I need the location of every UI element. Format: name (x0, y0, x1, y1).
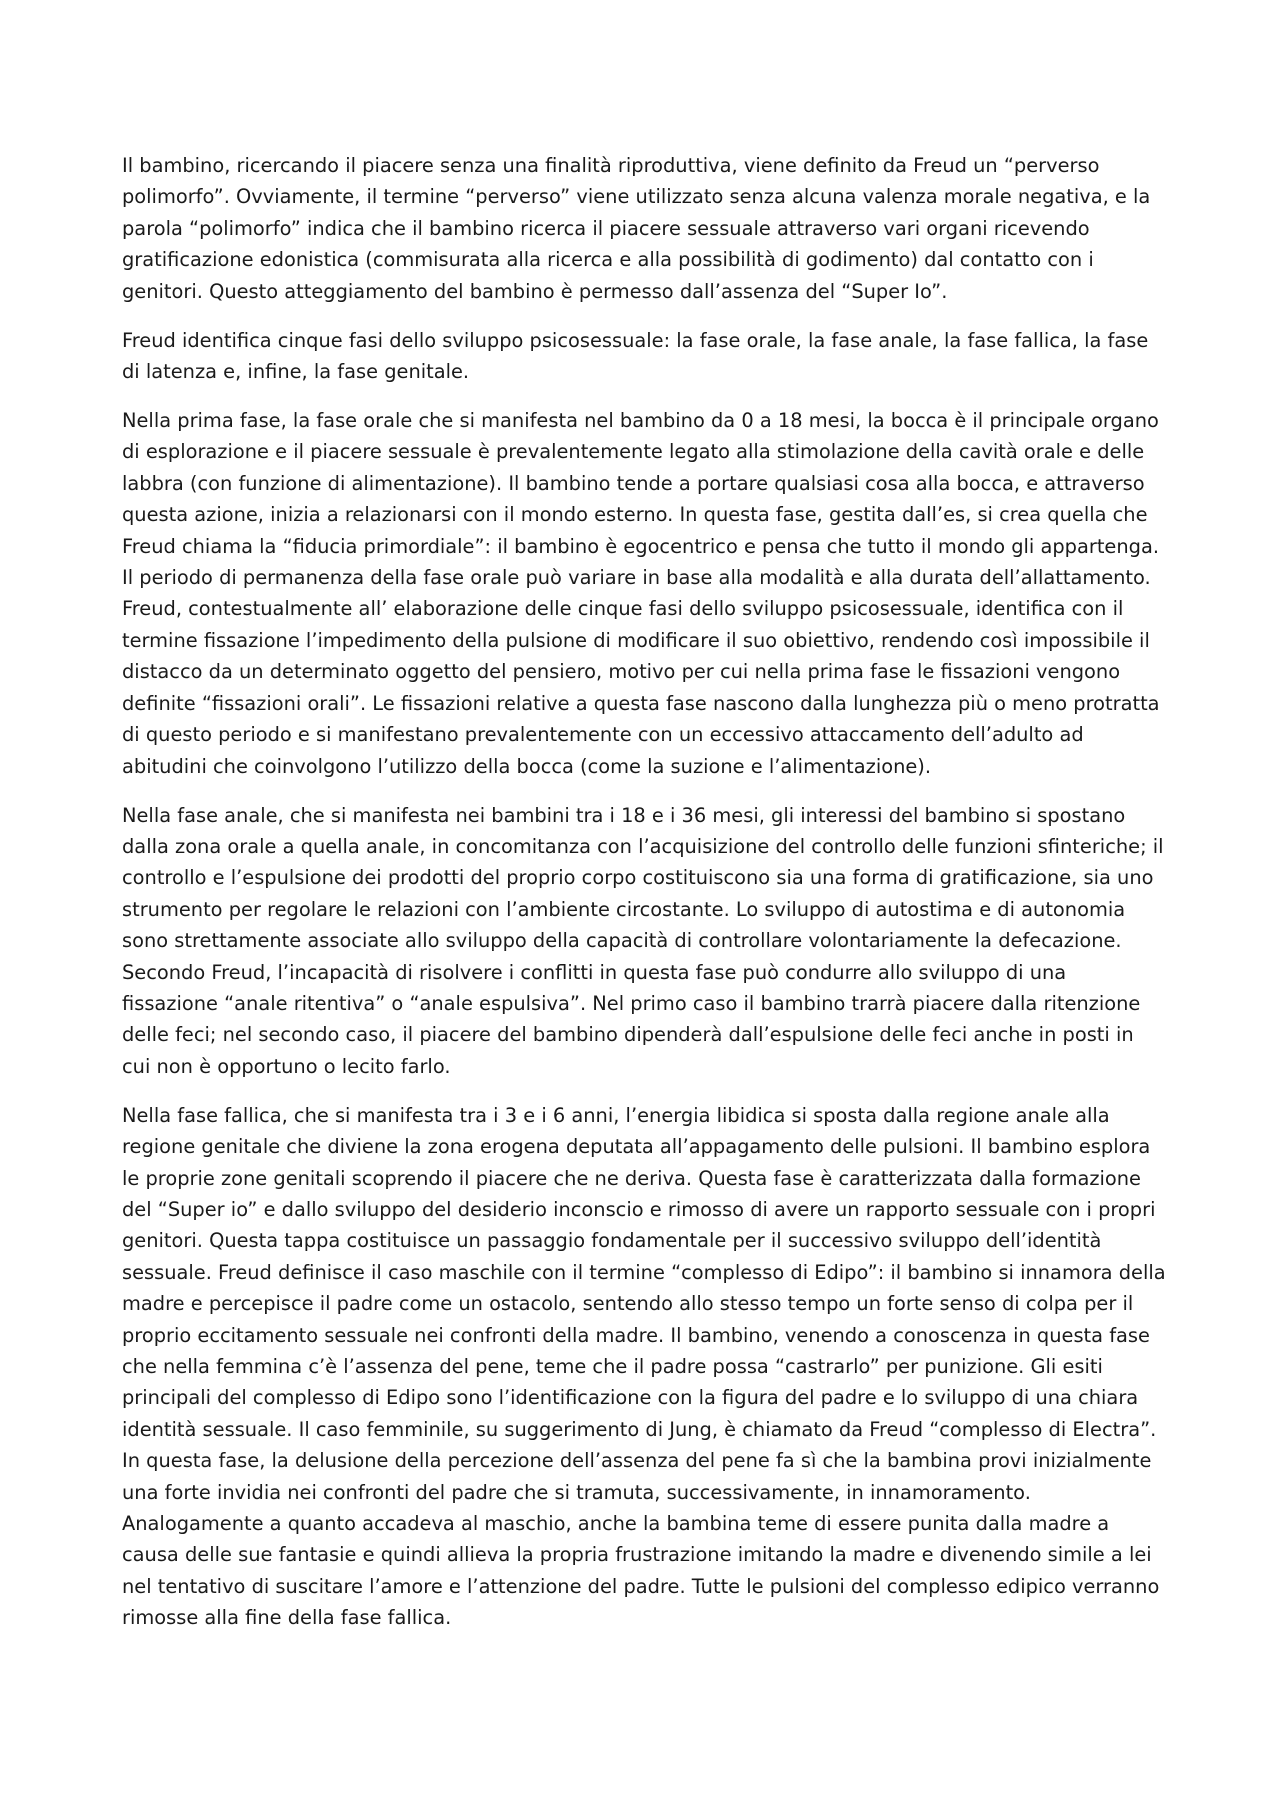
paragraph-cinque-fasi: Freud identifica cinque fasi dello sviluppo psicosessuale: la fase orale, la fase anale, la fase fallica, la fase di latenza e, infine, la fase genitale. (122, 328, 1149, 384)
paragraph-perverso-polimorfo: Il bambino, ricercando il piacere senza una finalità riproduttiva, viene definito da Freud un “perverso polimorfo”. Ovviamente, il termine “perverso” viene utilizzato senza alcuna valenza morale negativa, e la parola “polimorfo” indica che il bambino ricerca il piacere sessuale attraverso vari organi ricevendo gratificazione edonistica (commisurata alla ricerca e alla possibilità di godimento) dal contatto con i genitori. Questo atteggiamento del bambino è permesso dall’assenza del “Super Io”. (122, 154, 1151, 303)
paragraph-fase-anale: Nella fase anale, che si manifesta nei bambini tra i 18 e i 36 mesi, gli interessi del bambino si spostano dalla zona orale a quella anale, in concomitanza con l’acquisizione del controllo delle funzioni sfinteriche; il controllo e l’espulsione dei prodotti del proprio corpo costituiscono sia una forma di gratificazione, sia uno strumento per regolare le relazioni con l’ambiente circostante. Lo sviluppo di autostima e di autonomia sono strettamente associate allo sviluppo della capacità di controllare volontariamente la defecazione. Secondo Freud, l’incapacità di risolvere i conflitti in questa fase può condurre allo sviluppo di una fissazione “anale ritentiva” o “anale espulsiva”. Nel primo caso il bambino trarrà piacere dalla ritenzione delle feci; nel secondo caso, il piacere del bambino dipenderà dall’espulsione delle feci anche in posti in cui non è opportuno o lecito farlo. (122, 803, 1164, 1078)
paragraph-fase-orale: Nella prima fase, la fase orale che si manifesta nel bambino da 0 a 18 mesi, la bocca è il principale organo di esplorazione e il piacere sessuale è prevalentemente legato alla stimolazione della cavità orale e delle labbra (con funzione di alimentazione). Il bambino tende a portare qualsiasi cosa alla bocca, e attraverso questa azione, inizia a relazionarsi con il mondo esterno. In questa fase, gestita dall’es, si crea quella che Freud chiama la “fiducia primordiale”: il bambino è egocentrico e pensa che tutto il mondo gli appartenga. Il periodo di permanenza della fase orale può variare in base alla modalità e alla durata dell’allattamento. Freud, contestualmente all’ elaborazione delle cinque fasi dello sviluppo psicosessuale, identifica con il termine fissazione l’impedimento della pulsione di modificare il suo obiettivo, rendendo così impossibile il distacco da un determinato oggetto del pensiero, motivo per cui nella prima fase le fissazioni vengono definite “fissazioni orali”. Le fissazioni relative a questa fase nascono dalla lunghezza più o meno protratta di questo periodo e si manifestano prevalentemente con un eccessivo attaccamento dell’adulto ad abitudini che coinvolgono l’utilizzo della bocca (come la suzione e l’alimentazione). (122, 409, 1160, 778)
paragraph-fase-fallica: Nella fase fallica, che si manifesta tra i 3 e i 6 anni, l’energia libidica si sposta dalla regione anale alla regione genitale che diviene la zona erogena deputata all’appagamento delle pulsioni. Il bambino esplora le proprie zone genitali scoprendo il piacere che ne deriva. Questa fase è caratterizzata dalla formazione del “Super io” e dallo sviluppo del desiderio inconscio e rimosso di avere un rapporto sessuale con i propri genitori. Questa tappa costituisce un passaggio fondamentale per il successivo sviluppo dell’identità sessuale. Freud definisce il caso maschile con il termine “complesso di Edipo”: il bambino si innamora della madre e percepisce il padre come un ostacolo, sentendo allo stesso tempo un forte senso di colpa per il proprio eccitamento sessuale nei confronti della madre. Il bambino, venendo a conoscenza in questa fase che nella femmina c’è l’assenza del pene, teme che il padre possa “castrarlo” per punizione. Gli esiti principali del complesso di Edipo sono l’identificazione con la figura del padre e lo sviluppo di una chiara identità sessuale. Il caso femminile, su suggerimento di Jung, è chiamato da Freud “complesso di Electra”. In questa fase, la delusione della percezione dell’assenza del pene fa sì che la bambina provi inizialmente una forte invidia nei confronti del padre che si tramuta, successivamente, in innamoramento. Analogamente a quanto accadeva al maschio, anche la bambina teme di essere punita dalla madre a causa delle sue fantasie e quindi allieva la propria frustrazione imitando la madre e divenendo simile a lei nel tentativo di suscitare l’amore e l’attenzione del padre. Tutte le pulsioni del complesso edipico verranno rimosse alla fine della fase fallica. (122, 1103, 1166, 1630)
document-body (122, 150, 1168, 1651)
